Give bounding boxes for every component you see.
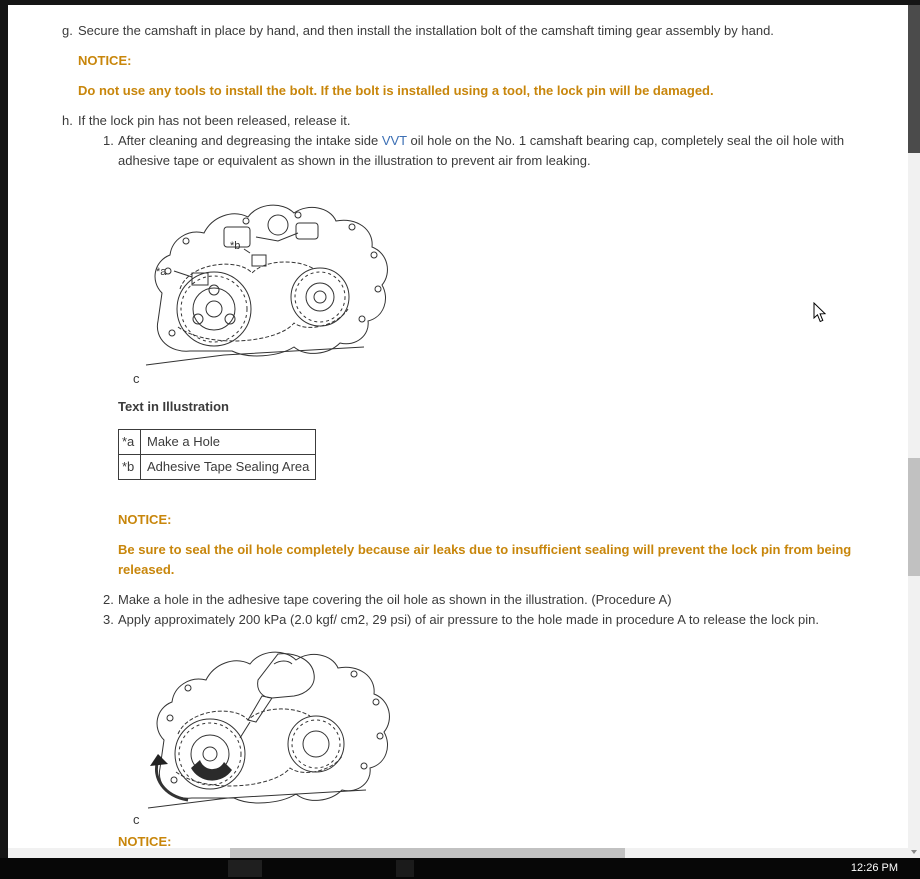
illustration-1-callout-a: *a <box>156 266 167 278</box>
notice-3-label: NOTICE: <box>118 834 172 848</box>
substep-1 <box>103 131 894 580</box>
table-cell-value: Make a Hole <box>141 430 316 455</box>
substep-2-marker: 2. <box>103 592 114 607</box>
substep-3 <box>103 610 894 848</box>
substep-1-marker: 1. <box>103 133 114 148</box>
window-top-edge <box>0 0 920 5</box>
substep-3-text: Apply approximately 200 kPa (2.0 kgf/ cm2, 29 psi) of air pressure to the hole made in procedure A to release the lock pin. <box>118 612 819 627</box>
step-g-marker: g. <box>62 23 73 38</box>
table-row <box>119 430 316 455</box>
illustration-2-label-c: c <box>133 812 140 827</box>
notice-2-text: Be sure to seal the oil hole completely because air leaks due to insufficient sealing will prevent the lock pin from being released. <box>118 542 852 577</box>
notice-2-label: NOTICE: <box>118 512 172 527</box>
illustration-1-label-c: c <box>133 371 140 386</box>
illustration-1-callout-b: *b <box>230 240 241 252</box>
step-h-marker: h. <box>62 113 73 128</box>
taskbar-app-icon[interactable] <box>228 860 262 877</box>
horizontal-scrollbar[interactable] <box>8 848 908 858</box>
vertical-scrollbar-track[interactable] <box>908 153 920 858</box>
service-manual-page <box>8 5 908 848</box>
step-h-text: If the lock pin has not been released, release it. <box>78 113 351 128</box>
engine-illustration-1 <box>128 197 408 369</box>
mouse-cursor <box>813 302 828 323</box>
vertical-scrollbar-thumb[interactable] <box>908 458 920 576</box>
substep-1-text-before: After cleaning and degreasing the intake side <box>118 133 379 148</box>
vertical-scrollbar[interactable] <box>908 5 920 858</box>
scroll-down-icon[interactable] <box>908 845 920 858</box>
table-cell-key: *b <box>119 455 141 480</box>
substep-2 <box>103 590 894 610</box>
substep-1-text <box>118 131 894 171</box>
illustration-1 <box>128 197 894 389</box>
taskbar <box>0 858 920 879</box>
substep-3-marker: 3. <box>103 612 114 627</box>
table-cell-key: *a <box>119 430 141 455</box>
step-h <box>62 111 894 848</box>
step-g <box>62 21 894 101</box>
taskbar-app-icon[interactable] <box>396 860 414 877</box>
horizontal-scrollbar-thumb[interactable] <box>230 848 625 858</box>
text-in-illustration-table <box>118 429 316 480</box>
table-row <box>119 455 316 480</box>
substep-2-text: Make a hole in the adhesive tape covering the oil hole as shown in the illustration. (Procedure A) <box>118 592 672 607</box>
taskbar-clock: 12:26 PM <box>850 862 898 874</box>
notice-1-text: Do not use any tools to install the bolt. If the bolt is installed using a tool, the lock pin will be damaged. <box>78 83 714 98</box>
vvt-link[interactable]: VVT <box>381 133 407 148</box>
substep-1-text-after: oil hole on the No. 1 camshaft bearing cap, completely seal the oil hole with adhesive tape or equivalent as shown in the illustration to prevent air from leaking. <box>118 133 845 168</box>
engine-illustration-2 <box>128 648 408 810</box>
step-g-text: Secure the camshaft in place by hand, and then install the installation bolt of the camshaft timing gear assembly by hand. <box>78 23 774 38</box>
notice-1-label: NOTICE: <box>78 53 132 68</box>
table-cell-value: Adhesive Tape Sealing Area <box>141 455 316 480</box>
illustration-2 <box>128 648 894 830</box>
scrollbar-header-gap <box>908 5 920 153</box>
text-in-illustration-heading: Text in Illustration <box>118 399 229 414</box>
window-left-edge <box>0 0 8 858</box>
